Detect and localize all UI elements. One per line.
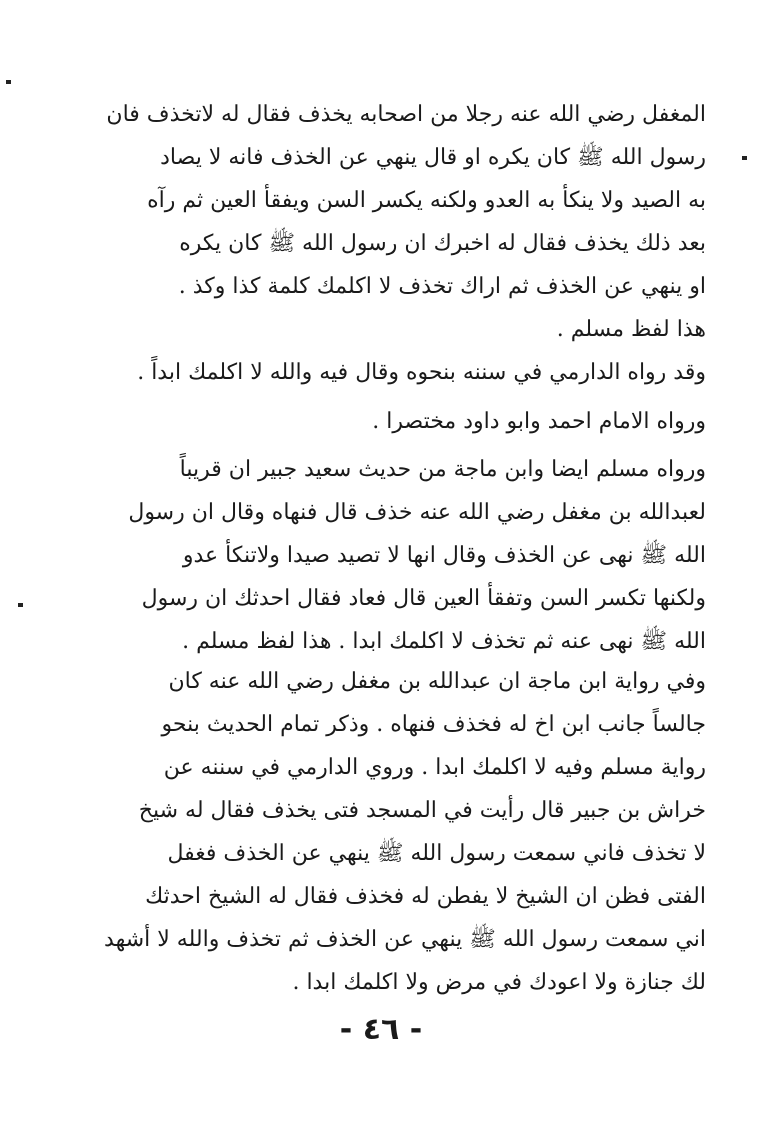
text-line: خراش بن جبير قال رأيت في المسجد فتى يخذف فقال له شيخ xyxy=(138,798,706,823)
text-line: رواية مسلم وفيه لا اكلمك ابدا . وروي الدارمي في سننه عن xyxy=(163,755,706,780)
text-line: به الصيد ولا ينكأ به العدو ولكنه يكسر السن ويفقأ العين ثم رآه xyxy=(147,188,706,213)
text-line: ورواه الامام احمد وابو داود مختصرا . xyxy=(372,409,706,434)
text-line: هذا لفظ مسلم . xyxy=(556,317,706,342)
text-line: ورواه مسلم ايضا وابن ماجة من حديث سعيد جبير ان قريباً xyxy=(179,457,706,482)
text-line: بعد ذلك يخذف فقال له اخبرك ان رسول الله ﷺ كان يكره xyxy=(179,231,706,256)
text-line: الله ﷺ نهى عن الخذف وقال انها لا تصيد صيدا ولاتنكأ عدو xyxy=(182,543,706,568)
text-line: وفي رواية ابن ماجة ان عبدالله بن مغفل رضي الله عنه كان xyxy=(168,669,706,694)
text-line: ولكنها تكسر السن وتفقأ العين قال فعاد فقال احدثك ان رسول xyxy=(141,586,706,611)
text-line: لا تخذف فاني سمعت رسول الله ﷺ ينهي عن الخذف فغفل xyxy=(167,841,706,866)
margin-mark-top-left xyxy=(6,80,11,84)
paragraph-3 xyxy=(56,400,706,443)
margin-mark-right xyxy=(742,156,747,160)
paragraph-1 xyxy=(56,93,706,351)
text-line: اني سمعت رسول الله ﷺ ينهي عن الخذف ثم تخذف والله لا أشهد xyxy=(104,927,706,952)
text-line: الله ﷺ نهى عنه ثم تخذف لا اكلمك ابدا . هذا لفظ مسلم . xyxy=(182,629,706,654)
text-line: رسول الله ﷺ كان يكره او قال ينهي عن الخذف فانه لا يصاد xyxy=(160,145,706,170)
text-line: لك جنازة ولا اعودك في مرض ولا اكلمك ابدا . xyxy=(292,970,706,995)
text-line: المغفل رضي الله عنه رجلا من اصحابه يخذف فقال له لاتخذف فان xyxy=(106,102,706,127)
paragraph-2 xyxy=(56,351,706,394)
paragraph-5 xyxy=(56,660,706,1004)
text-line: او ينهي عن الخذف ثم اراك تخذف لا اكلمك كلمة كذا وكذ . xyxy=(178,274,706,299)
text-line: وقد رواه الدارمي في سننه بنحوه وقال فيه والله لا اكلمك ابداً . xyxy=(137,360,706,385)
text-line: الفتى فظن ان الشيخ لا يفطن له فخذف فقال له الشيخ احدثك xyxy=(145,884,706,909)
page-number: - ٤٦ - xyxy=(339,1012,423,1047)
margin-mark-mid-left xyxy=(18,603,23,607)
text-line: لعبدالله بن مغفل رضي الله عنه خذف قال فنهاه وقال ان رسول xyxy=(128,500,706,525)
paragraph-4 xyxy=(56,448,706,663)
text-line: جالساً جانب ابن اخ له فخذف فنهاه . وذكر تمام الحديث بنحو xyxy=(161,712,706,737)
